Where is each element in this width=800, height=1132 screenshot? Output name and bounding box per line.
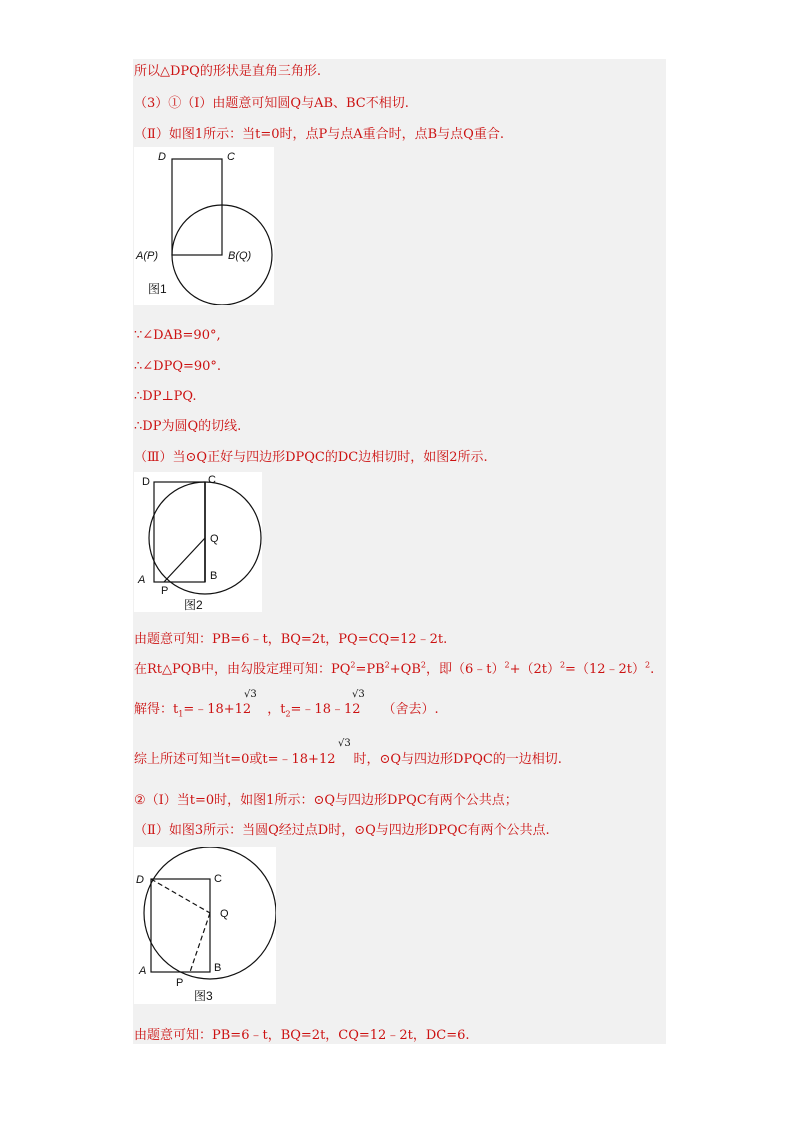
text-line-1: 所以△DPQ的形状是直角三角形. <box>134 64 321 79</box>
text-line-15: 由题意可知：PB=6﹣t，BQ=2t，CQ=12﹣2t，DC=6. <box>134 1028 470 1043</box>
fig2-label-p: P <box>161 585 169 597</box>
fig2-label-d: D <box>142 476 150 488</box>
text-line-2: （3）①（Ⅰ）由题意可知圆Q与AB、BC不相切. <box>134 96 409 111</box>
fig2-label-q: Q <box>210 533 219 545</box>
text-line-12: 综上所述可知当t=0或t=﹣18+12 时，⊙Q与四边形DPQC的一边相切. <box>134 752 562 767</box>
fig3-label-q: Q <box>220 908 229 920</box>
fig3-label-c: C <box>214 873 222 885</box>
text-line-6: ∴DP⊥PQ. <box>134 389 197 404</box>
fig3-label-p: P <box>176 977 184 989</box>
text-line-13: ②（Ⅰ）当t=0时，如图1所示：⊙Q与四边形DPQC有两个公共点； <box>134 793 518 808</box>
fig2-caption: 图2 <box>184 598 203 612</box>
fig3-label-d: D <box>136 874 144 886</box>
text-line-11: 解得：$t_1=﹣18+12$ ，$t_2=﹣18﹣12$ （舍去）. <box>134 702 439 719</box>
fig1-label-c: C <box>227 151 235 163</box>
figure-1 <box>134 147 274 305</box>
text-line-14: （Ⅱ）如图3所示：当圆Q经过点D时，⊙Q与四边形DPQC有两个公共点. <box>134 823 550 838</box>
fig1-label-ap: A(P) <box>136 250 158 262</box>
text-line-3: （Ⅱ）如图1所示：当t=0时，点P与点A重合时，点B与点Q重合. <box>134 127 504 142</box>
fig2-label-a: A <box>138 574 146 586</box>
fig3-label-b: B <box>214 962 222 974</box>
fig3-label-a: A <box>139 965 147 977</box>
text-line-10: 在Rt△PQB中，由勾股定理可知：$PQ^2=PB^2+QB^2$，即$(6﹣t)^2+(2t)^2=(12﹣2t)^2$. <box>134 660 655 677</box>
text-line-4: ∵∠DAB=90°, <box>134 328 221 343</box>
text-line-5: ∴∠DPQ=90°. <box>134 359 222 374</box>
sqrt3-a: √3 <box>244 689 257 700</box>
sqrt3-c: √3 <box>338 738 351 749</box>
figure-3 <box>134 847 276 1004</box>
text-line-9: 由题意可知：PB=6﹣t，BQ=2t，PQ=CQ=12﹣2t. <box>134 632 448 647</box>
fig2-label-b: B <box>210 570 218 582</box>
figure-2 <box>134 472 262 612</box>
text-line-7: ∴DP为圆Q的切线. <box>134 419 242 434</box>
text-line-8: （Ⅲ）当⊙Q正好与四边形DPQC的DC边相切时，如图2所示. <box>134 450 488 465</box>
fig2-label-c: C <box>208 474 216 486</box>
fig1-caption: 图1 <box>148 282 167 296</box>
fig1-label-d: D <box>158 151 166 163</box>
fig3-caption: 图3 <box>194 989 213 1003</box>
sqrt3-b: √3 <box>352 689 365 700</box>
fig1-label-bq: B(Q) <box>228 250 252 262</box>
